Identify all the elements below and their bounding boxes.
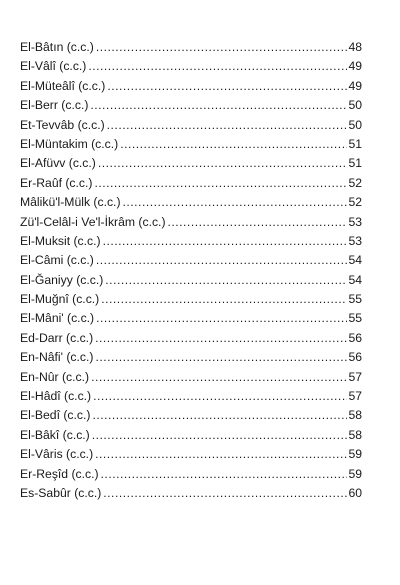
dot-leader — [92, 426, 348, 445]
toc-entry-title: Ed-Darr (c.c.) — [20, 330, 94, 345]
dot-leader — [168, 213, 348, 232]
toc-entry[interactable] — [20, 193, 362, 212]
toc-entry-title: El-Afüvv (c.c.) — [20, 156, 96, 171]
toc-entry-page: 52 — [348, 195, 362, 210]
toc-entry-title: Er-Reşîd (c.c.) — [20, 466, 99, 481]
toc-entry[interactable] — [20, 290, 362, 309]
dot-leader — [90, 96, 347, 115]
toc-entry[interactable] — [20, 77, 362, 96]
toc-entry-title: Mâlikü'l-Mülk (c.c.) — [20, 195, 121, 210]
toc-entry-page: 56 — [348, 330, 362, 345]
toc-entry-title: El-Bâkî (c.c.) — [20, 427, 90, 442]
toc-entry-title: El-Vâris (c.c.) — [20, 447, 94, 462]
toc-entry-page: 55 — [348, 292, 362, 307]
toc-entry[interactable] — [20, 271, 362, 290]
toc-entry-title: El-Câmi (c.c.) — [20, 253, 94, 268]
toc-entry[interactable] — [20, 116, 362, 135]
toc-entry-title: Es-Sabûr (c.c.) — [20, 485, 102, 500]
toc-entry-page: 49 — [348, 78, 362, 93]
toc-entry[interactable] — [20, 348, 362, 367]
toc-entry-page: 60 — [348, 485, 362, 500]
dot-leader — [101, 290, 347, 309]
toc-entry-page: 58 — [348, 408, 362, 423]
toc-entry[interactable] — [20, 38, 362, 57]
dot-leader — [105, 271, 347, 290]
toc-entry-page: 58 — [348, 427, 362, 442]
toc-entry[interactable] — [20, 96, 362, 115]
toc-entry[interactable] — [20, 426, 362, 445]
toc-entry-page: 57 — [348, 369, 362, 384]
toc-entry-page: 54 — [348, 253, 362, 268]
toc-entry-title: En-Nûr (c.c.) — [20, 369, 90, 384]
toc-entry-page: 49 — [348, 59, 362, 74]
dot-leader — [95, 445, 347, 464]
toc-entry[interactable] — [20, 329, 362, 348]
toc-entry-title: El-Müteâlî (c.c.) — [20, 78, 106, 93]
toc-entry-title: El-Muksit (c.c.) — [20, 233, 101, 248]
toc-entry-title: El-Müntakim (c.c.) — [20, 136, 119, 151]
toc-entry-page: 51 — [348, 136, 362, 151]
toc-entry-page: 54 — [348, 272, 362, 287]
toc-entry-title: El-Muğnî (c.c.) — [20, 292, 100, 307]
dot-leader — [101, 465, 348, 484]
dot-leader — [103, 484, 347, 503]
dot-leader — [93, 387, 347, 406]
dot-leader — [91, 368, 347, 387]
toc-entry-page: 52 — [348, 175, 362, 190]
toc-entry-page: 55 — [348, 311, 362, 326]
dot-leader — [94, 174, 347, 193]
toc-entry[interactable] — [20, 57, 362, 76]
toc-entry-page: 59 — [348, 447, 362, 462]
toc-entry-title: El-Hâdî (c.c.) — [20, 389, 92, 404]
toc-entry-title: El-Mâni' (c.c.) — [20, 311, 95, 326]
toc-entry[interactable] — [20, 445, 362, 464]
toc-entry[interactable] — [20, 387, 362, 406]
toc-entry-page: 53 — [348, 214, 362, 229]
toc-entry-title: En-Nâfi' (c.c.) — [20, 350, 94, 365]
dot-leader — [95, 348, 347, 367]
toc-entry[interactable] — [20, 174, 362, 193]
dot-leader — [96, 38, 348, 57]
dot-leader — [107, 77, 347, 96]
toc-entry[interactable] — [20, 309, 362, 328]
dot-leader — [92, 406, 347, 425]
toc-entry-title: Et-Tevvâb (c.c.) — [20, 117, 105, 132]
toc-entry[interactable] — [20, 232, 362, 251]
dot-leader — [98, 154, 348, 173]
toc-entry-title: El-Bedî (c.c.) — [20, 408, 91, 423]
dot-leader — [88, 57, 347, 76]
toc-entry-page: 50 — [348, 117, 362, 132]
toc-entry-page: 50 — [348, 98, 362, 113]
dot-leader — [107, 116, 348, 135]
toc-entry[interactable] — [20, 465, 362, 484]
dot-leader — [120, 135, 347, 154]
toc-entry-page: 57 — [348, 389, 362, 404]
toc-entry[interactable] — [20, 154, 362, 173]
toc-entry-page: 51 — [348, 156, 362, 171]
dot-leader — [123, 193, 348, 212]
toc-entry-title: El-Bâtın (c.c.) — [20, 40, 94, 54]
toc-entry-title: El-Ğaniyy (c.c.) — [20, 272, 104, 287]
toc-entry-title: El-Vâlî (c.c.) — [20, 59, 87, 74]
toc-entry-title: Er-Raûf (c.c.) — [20, 175, 93, 190]
toc-entry[interactable] — [20, 368, 362, 387]
table-of-contents — [20, 38, 362, 503]
toc-entry-page: 59 — [348, 466, 362, 481]
toc-entry[interactable] — [20, 406, 362, 425]
toc-entry[interactable] — [20, 135, 362, 154]
dot-leader — [103, 232, 348, 251]
toc-entry-page: 53 — [348, 233, 362, 248]
dot-leader — [96, 309, 347, 328]
toc-entry-page: 48 — [348, 40, 362, 54]
toc-entry-title: El-Berr (c.c.) — [20, 98, 89, 113]
toc-entry-title: Zü'l-Celâl-i Ve'l-İkrâm (c.c.) — [20, 214, 166, 229]
toc-entry[interactable] — [20, 213, 362, 232]
toc-entry[interactable] — [20, 251, 362, 270]
dot-leader — [95, 329, 347, 348]
toc-entry-page: 56 — [348, 350, 362, 365]
dot-leader — [96, 251, 348, 270]
toc-entry[interactable] — [20, 484, 362, 503]
